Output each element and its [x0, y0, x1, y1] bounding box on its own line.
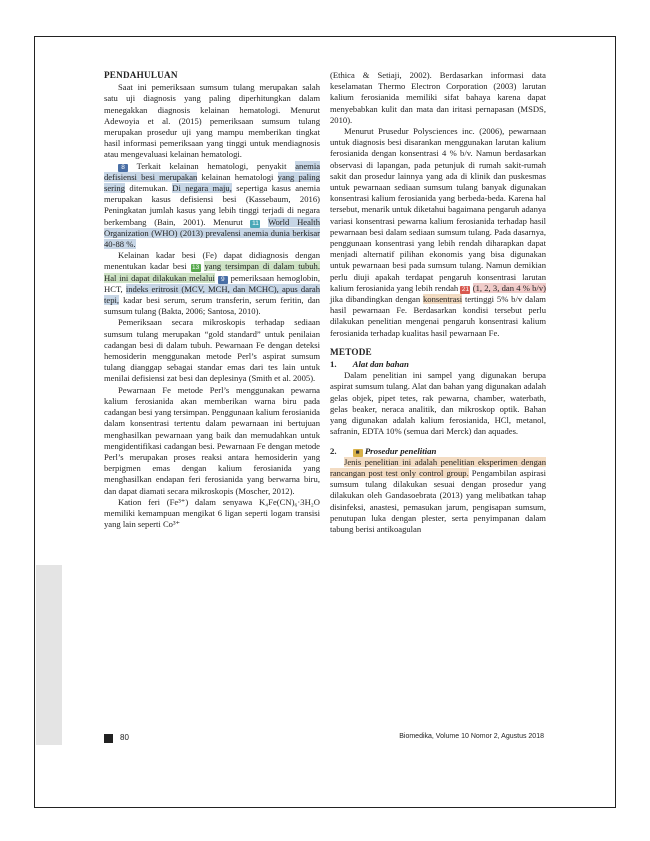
section-heading-metode: METODE [330, 346, 372, 357]
annotation-marker[interactable]: 21 [461, 285, 470, 293]
paragraph: Menurut Prusedur Polysciences inc. (2006), pewarnaan untuk diagnosis besi disarankan menggunakan larutan kalium ferosianida dengan konsentrasi 4 % b/v. Namun berdasarkan observasi di lapangan, pada petunjuk di rumah sakit-rumah sakit dan prosedur lainnya yang ada di klinik dan puskesmas untuk pewarnaan sediaan sumsum tulang banyak digunakan konsentrasi kalium ferosianida yang berbeda-beda. Karena hal tersebut, menarik untuk diketahui bagaimana pengaruh adanya variasi konsentrasi pewarna kalium ferosianida terhadap hasil pewarnaan besi dalam sediaan sumsum tulang. Pada dasarnya, penggunaan konsentrasi yang lebih rendah diharapkan dapat menjadi alternatif pilihan ekonomis yang bisa digunakan untuk pewarnaan besi pada sumsum tulang. Namun demikian perlu diuji apakah terdapat pengaruh konsentrasi larutan kalium ferosianida yang lebih rendah 21 (1, 2, 3, dan 4 % b/v) jika dibandingkan dengan konsentrasi tertinggi 5% b/v dalam hasil pewarnaan Fe. Berdasarkan kondisi tersebut perlu dilakukan penelitian mengenai pengaruh konsentrasi kalium ferosianida terhadap kualitas hasil pewarnaan Fe. [330, 126, 546, 338]
highlight[interactable]: yang tersimpan di dalam tubuh. Hal ini dapat dilakukan melalui [104, 261, 321, 283]
paragraph: (Ethica & Setiaji, 2002). Berdasarkan informasi data keselamatan Thermo Electron Corporation (2003) larutan kalium ferosianida memiliki sifat bahaya karena dapat menyebabkan kulit dan mata dan iritasi pernapasan (MSDS, 2010). [330, 70, 546, 125]
paragraph: Dalam penelitian ini sampel yang digunakan berupa aspirat sumsum tulang. Alat dan bahan yang digunakan adalah gelas objek, pipet tetes, rak pewarna, chamber, waterbath, gelas beaker, neraca analitik, dan mikroskop optik. Bahan yang digunakan adalah kalium ferosianida, HCl, metanol, safranin, EDTA 10% (semua dari Merck) dan aquades. [330, 370, 546, 437]
annotation-marker[interactable]: 11 [252, 219, 259, 227]
right-column [330, 70, 546, 535]
annotation-marker[interactable]: 13 [191, 264, 200, 272]
subsection-heading: 2. ■ Prosedur penelitian [330, 445, 437, 456]
page-footer [104, 733, 544, 745]
highlight[interactable]: Di negara maju, [172, 183, 232, 194]
highlight[interactable]: anemia defisiensi besi merupakan [104, 160, 321, 182]
page-number: 80 [120, 733, 129, 742]
section-heading-pendahuluan: PENDAHULUAN [104, 70, 178, 80]
paragraph: Kation feri (Fe³⁺) dalam senyawa K₄Fe(CN)₆·3H₂O memiliki kemampuan mengikat 6 ligan seperti logam transisi yang lain seperti Co³⁺ [104, 496, 320, 530]
paragraph: Kelainan kadar besi (Fe) dapat didiagnosis dengan menentukan kadar besi 13 yang tersimpan di dalam tubuh. Hal ini dapat dilakukan melalui 9 pemeriksaan hemoglobin, HCT, indeks eritrosit (MCV, MCH, dan MCHC), apus darah tepi, kadar besi serum, serum transferin, serum feritin, dan sumsum tulang (Bakta, 2006; Santosa, 2010). [104, 250, 321, 317]
highlight[interactable]: indeks eritrosit (MCV, MCH, dan MCHC), apus darah tepi, [104, 283, 320, 306]
highlight[interactable]: yang paling sering [104, 171, 321, 194]
paragraph: Pewarnaan Fe metode Perl’s menggunakan pewarna kalium ferosianida akan memberikan warna biru pada cadangan besi yang tersimpan. Penggunaan kalium ferosianida dalam konsentrasi tertentu dalam pewarnaan ini bertujuan menghasilkan pewarnaan yang baik dan memudahkan untuk mengidentifikasi cadangan besi. Pewarnaan Fe dengan metode Perl’s merupakan proses reaksi antara hemosiderin yang berpigmen emas dengan kalium ferosianida yang menghasilkan endapan feri ferosianida yang berwarna biru, dan dapat diamati secara mikroskopis (Moscher, 2012). [104, 384, 320, 496]
paragraph: 8 Terkait kelainan hematologi, penyakit anemia defisiensi besi merupakan kelainan hematologi yang paling sering ditemukan. Di negara maju, sepertiga kasus anemia merupakan kasus defisiensi besi (Kassebaum, 2016) Peningkatan jumlah kasus yang lebih tinggi terjadi di negara berkembang (Bain, 2001). Menurut 11 World Health Organization (WHO) (2013) prevalensi anemia dunia berkisar 40-88 %. [104, 160, 321, 250]
margin-strip [36, 565, 62, 745]
paragraph: Jenis penelitian ini adalah penelitian eksperimen dengan rancangan post test only control group. Pengambilan aspirasi sumsum tulang dilakukan sesuai dengan prosedur yang dilakukan oleh Gandasoebrata (2013) yang melibatkan tahap disinfeksi, anastesi, pemasukan jarum, pengisapan sumsum, penutupan luka dengan plester, serta penyimpanan dalam tabung berisi antikoagulan [330, 456, 546, 534]
paragraph: Pemeriksaan secara mikroskopis terhadap sediaan sumsum tulang merupakan “gold standard” untuk penilaian cadangan besi di dalam tubuh. Pewarnaan Fe dengan deteksi hemosiderin menggunakan metode Perl’s aspirat sumsum tulang dianggap sebagai standar emas dari tes lain untuk menilai defisiensi zat besi dan deplesinya (Smith et al. 2005). [104, 317, 320, 384]
left-column [104, 70, 320, 530]
highlight[interactable]: konsentrasi [422, 294, 463, 305]
subsection-heading: 1. Alat dan bahan [330, 359, 409, 370]
highlight[interactable]: Jenis penelitian ini adalah penelitian eksperimen dengan rancangan post test only control group. [330, 456, 546, 478]
annotation-marker[interactable]: ■ [353, 449, 363, 457]
annotation-marker[interactable]: 8 [118, 164, 128, 172]
highlight[interactable]: (1, 2, 3, dan 4 % b/v) [472, 282, 546, 293]
highlight[interactable]: World Health Organization (WHO) (2013) prevalensi anemia dunia berkisar 40-88 %. [104, 216, 320, 250]
journal-citation: Biomedika, Volume 10 Nomor 2, Agustus 2018 [399, 733, 544, 740]
paragraph: Saat ini pemeriksaan sumsum tulang merupakan salah satu uji diagnosis yang paling diperhitungkan dalam menegakkan diagnosis kelainan hematologi. Menurut Adewoyia et al. (2015) pemeriksaan sumsum tulang merupakan prosedur uji yang mampu memberikan tingkat hasil informasi pemeriksaan yang tinggi untuk mendiagnosis atau mengevaluasi kelainan hematologi. [104, 82, 320, 160]
annotation-marker[interactable]: 9 [218, 276, 228, 284]
footer-square-icon [104, 734, 113, 743]
